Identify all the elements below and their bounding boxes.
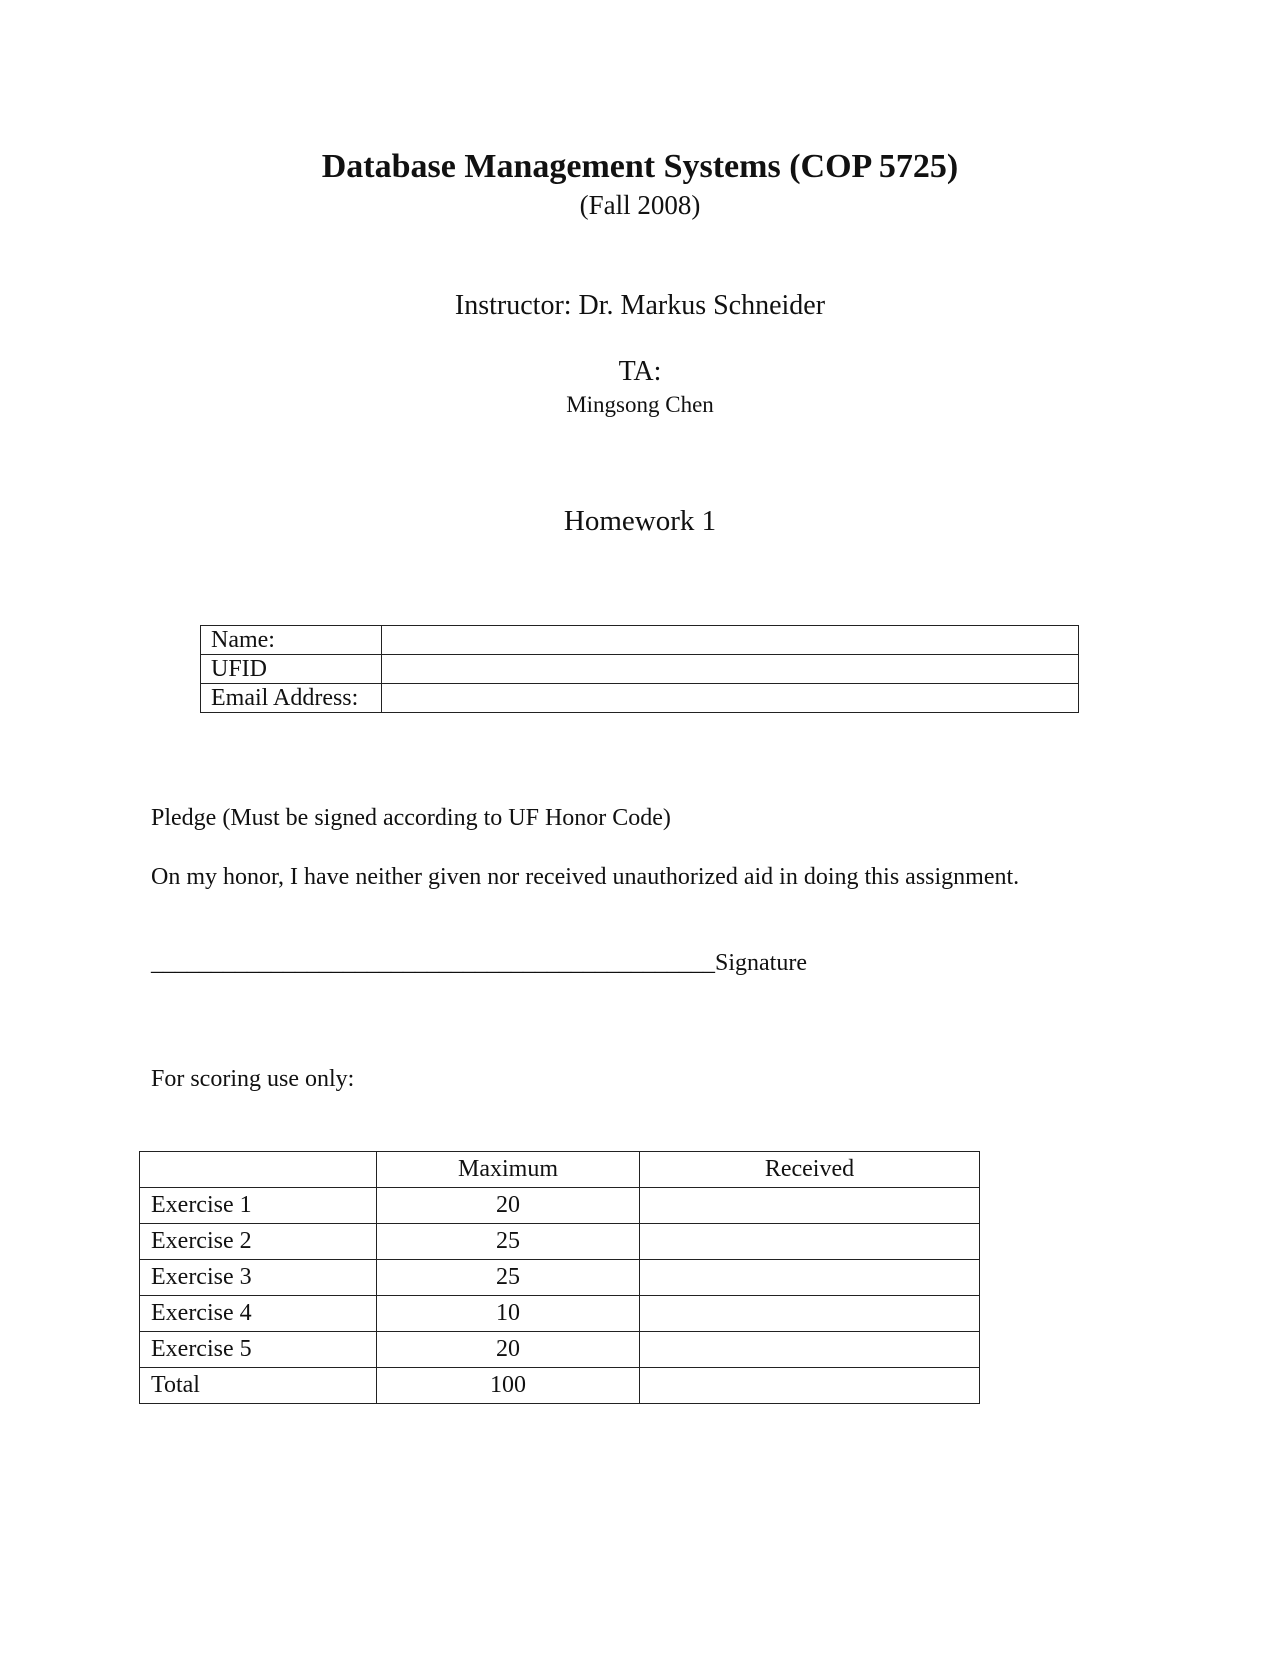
received-field[interactable] — [640, 1296, 980, 1332]
instructor: Instructor: Dr. Markus Schneider — [454, 290, 826, 321]
received-field[interactable] — [640, 1224, 980, 1260]
table-header-row — [140, 1152, 980, 1188]
term: (Fall 2008) — [579, 190, 701, 220]
total-maximum-value: 100 — [377, 1368, 640, 1404]
table-row — [201, 684, 1079, 713]
table-row — [201, 626, 1079, 655]
received-field[interactable] — [640, 1188, 980, 1224]
table-row — [140, 1368, 980, 1404]
exercise-label: Exercise 1 — [140, 1188, 377, 1224]
exercise-label: Exercise 3 — [140, 1260, 377, 1296]
table-row — [140, 1260, 980, 1296]
ufid-field[interactable] — [382, 655, 1079, 684]
total-received-field[interactable] — [640, 1368, 980, 1404]
received-field[interactable] — [640, 1332, 980, 1368]
email-field[interactable] — [382, 684, 1079, 713]
ufid-label: UFID — [201, 655, 382, 684]
exercise-label: Exercise 5 — [140, 1332, 377, 1368]
received-field[interactable] — [640, 1260, 980, 1296]
ta-label: TA: — [618, 356, 662, 387]
student-info-table — [200, 625, 1079, 713]
maximum-value: 25 — [377, 1260, 640, 1296]
header-exercise — [140, 1152, 377, 1188]
scoring-title: For scoring use only: — [151, 1066, 355, 1092]
header-maximum: Maximum — [377, 1152, 640, 1188]
email-label: Email Address: — [201, 684, 382, 713]
scoring-table — [139, 1151, 980, 1404]
header-received: Received — [640, 1152, 980, 1188]
maximum-value: 25 — [377, 1224, 640, 1260]
course-title: Database Management Systems (COP 5725) — [321, 148, 959, 185]
table-row — [140, 1188, 980, 1224]
exercise-label: Exercise 4 — [140, 1296, 377, 1332]
name-field[interactable] — [382, 626, 1079, 655]
total-label: Total — [140, 1368, 377, 1404]
maximum-value: 10 — [377, 1296, 640, 1332]
ta-name: Mingsong Chen — [566, 392, 714, 417]
table-row — [140, 1332, 980, 1368]
pledge-title: Pledge (Must be signed according to UF Honor Code) — [151, 805, 671, 831]
table-row — [201, 655, 1079, 684]
maximum-value: 20 — [377, 1332, 640, 1368]
table-row — [140, 1224, 980, 1260]
exercise-label: Exercise 2 — [140, 1224, 377, 1260]
table-row — [140, 1296, 980, 1332]
maximum-value: 20 — [377, 1188, 640, 1224]
signature-line[interactable]: _______________________________________________Signature — [151, 950, 807, 976]
homework-title: Homework 1 — [563, 505, 717, 537]
pledge-text: On my honor, I have neither given nor received unauthorized aid in doing this assignment. — [151, 864, 1020, 890]
name-label: Name: — [201, 626, 382, 655]
